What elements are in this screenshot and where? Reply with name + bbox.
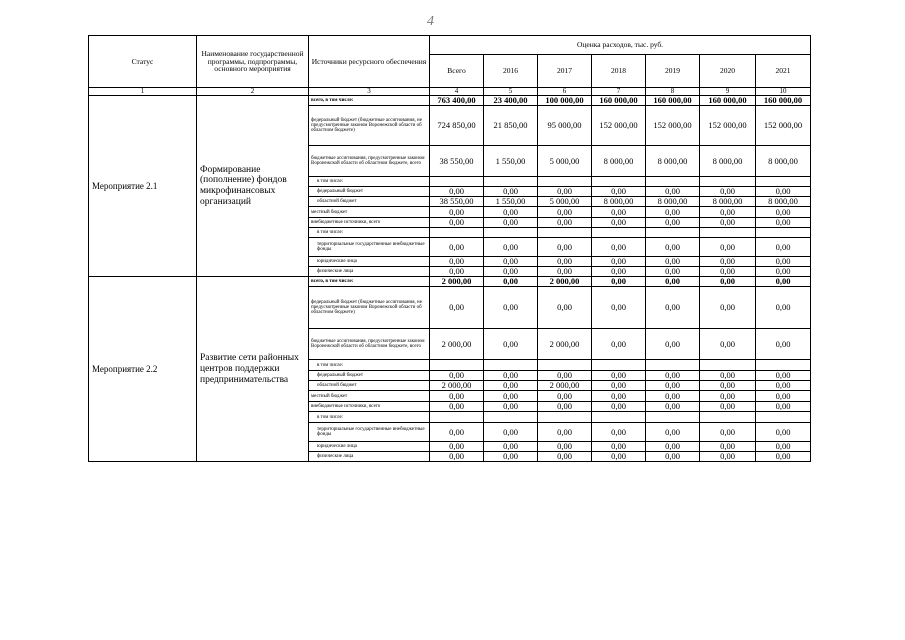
year-value-cell: 0,00 bbox=[592, 287, 646, 329]
funding-source-cell: местный бюджет bbox=[309, 391, 430, 402]
year-value-cell: 0,00 bbox=[538, 287, 592, 329]
year-value-cell bbox=[700, 228, 756, 238]
year-value-cell: 0,00 bbox=[646, 423, 700, 442]
year-value-cell: 8 000,00 bbox=[646, 197, 700, 207]
year-value-cell: 0,00 bbox=[756, 423, 811, 442]
year-value-cell: 0,00 bbox=[538, 257, 592, 267]
total-value-cell: 0,00 bbox=[430, 257, 484, 267]
year-value-cell: 0,00 bbox=[592, 381, 646, 391]
year-value-cell: 0,00 bbox=[756, 207, 811, 218]
year-value-cell: 8 000,00 bbox=[646, 146, 700, 177]
funding-source-cell: в том числе: bbox=[309, 177, 430, 187]
year-value-cell: 0,00 bbox=[592, 423, 646, 442]
year-value-cell bbox=[538, 177, 592, 187]
header-year: 2021 bbox=[756, 55, 811, 88]
year-value-cell: 0,00 bbox=[538, 442, 592, 452]
year-value-cell: 0,00 bbox=[646, 329, 700, 360]
year-value-cell: 0,00 bbox=[700, 287, 756, 329]
year-value-cell bbox=[592, 177, 646, 187]
column-number: 10 bbox=[756, 88, 811, 96]
year-value-cell: 0,00 bbox=[484, 371, 538, 381]
table-row bbox=[89, 277, 811, 287]
total-value-cell: 0,00 bbox=[430, 207, 484, 218]
year-value-cell: 0,00 bbox=[646, 267, 700, 277]
total-value-cell: 2 000,00 bbox=[430, 277, 484, 287]
year-value-cell bbox=[700, 360, 756, 371]
status-cell: Мероприятие 2.2 bbox=[89, 277, 197, 462]
year-value-cell: 152 000,00 bbox=[756, 106, 811, 146]
year-value-cell bbox=[756, 412, 811, 423]
year-value-cell: 0,00 bbox=[484, 452, 538, 462]
year-value-cell bbox=[484, 412, 538, 423]
funding-source-cell: федеральный бюджет bbox=[309, 371, 430, 381]
total-value-cell: 0,00 bbox=[430, 442, 484, 452]
funding-source-cell: внебюджетные источники, всего bbox=[309, 402, 430, 412]
year-value-cell: 0,00 bbox=[538, 218, 592, 228]
column-number: 9 bbox=[700, 88, 756, 96]
year-value-cell: 0,00 bbox=[646, 187, 700, 197]
funding-source-cell: областной бюджет bbox=[309, 381, 430, 391]
year-value-cell: 0,00 bbox=[484, 442, 538, 452]
total-value-cell bbox=[430, 412, 484, 423]
header-estimate: Оценка расходов, тыс. руб. bbox=[430, 36, 811, 55]
year-value-cell: 1 550,00 bbox=[484, 197, 538, 207]
year-value-cell: 0,00 bbox=[646, 381, 700, 391]
year-value-cell: 0,00 bbox=[700, 329, 756, 360]
total-value-cell: 0,00 bbox=[430, 423, 484, 442]
column-number: 1 bbox=[89, 88, 197, 96]
header-sources: Источники ресурсного обеспечения bbox=[309, 36, 430, 88]
year-value-cell: 0,00 bbox=[592, 402, 646, 412]
header-year: 2020 bbox=[700, 55, 756, 88]
year-value-cell: 0,00 bbox=[592, 452, 646, 462]
year-value-cell: 0,00 bbox=[700, 187, 756, 197]
total-value-cell bbox=[430, 360, 484, 371]
year-value-cell: 0,00 bbox=[756, 371, 811, 381]
header-name: Наименование государственной программы, подпрограммы, основного мероприятия bbox=[197, 36, 309, 88]
funding-source-cell: в том числе: bbox=[309, 228, 430, 238]
year-value-cell: 0,00 bbox=[538, 391, 592, 402]
year-value-cell: 0,00 bbox=[646, 277, 700, 287]
funding-source-cell: территориальные государственные внебюджетные фонды bbox=[309, 238, 430, 257]
funding-source-cell: территориальные государственные внебюджетные фонды bbox=[309, 423, 430, 442]
funding-source-cell: федеральный бюджет bbox=[309, 187, 430, 197]
total-value-cell: 2 000,00 bbox=[430, 329, 484, 360]
year-value-cell bbox=[646, 228, 700, 238]
funding-source-cell: внебюджетные источники, всего bbox=[309, 218, 430, 228]
year-value-cell bbox=[538, 412, 592, 423]
year-value-cell: 160 000,00 bbox=[592, 96, 646, 106]
status-cell: Мероприятие 2.1 bbox=[89, 96, 197, 277]
year-value-cell: 0,00 bbox=[756, 267, 811, 277]
year-value-cell: 0,00 bbox=[700, 423, 756, 442]
year-value-cell: 0,00 bbox=[592, 187, 646, 197]
year-value-cell: 0,00 bbox=[484, 287, 538, 329]
total-value-cell: 0,00 bbox=[430, 402, 484, 412]
column-number: 2 bbox=[197, 88, 309, 96]
year-value-cell bbox=[646, 360, 700, 371]
year-value-cell: 0,00 bbox=[484, 277, 538, 287]
year-value-cell: 0,00 bbox=[484, 187, 538, 197]
year-value-cell: 0,00 bbox=[756, 452, 811, 462]
year-value-cell: 0,00 bbox=[484, 329, 538, 360]
year-value-cell: 8 000,00 bbox=[700, 146, 756, 177]
header-status: Статус bbox=[89, 36, 197, 88]
year-value-cell: 0,00 bbox=[646, 391, 700, 402]
year-value-cell: 0,00 bbox=[484, 238, 538, 257]
year-value-cell: 0,00 bbox=[538, 238, 592, 257]
year-value-cell: 100 000,00 bbox=[538, 96, 592, 106]
year-value-cell: 5 000,00 bbox=[538, 146, 592, 177]
year-value-cell: 0,00 bbox=[484, 391, 538, 402]
total-value-cell: 2 000,00 bbox=[430, 381, 484, 391]
year-value-cell: 160 000,00 bbox=[646, 96, 700, 106]
funding-source-cell: юридические лица bbox=[309, 257, 430, 267]
year-value-cell: 0,00 bbox=[592, 218, 646, 228]
year-value-cell: 0,00 bbox=[700, 371, 756, 381]
year-value-cell: 8 000,00 bbox=[700, 197, 756, 207]
year-value-cell: 0,00 bbox=[538, 267, 592, 277]
header-total: Всего bbox=[430, 55, 484, 88]
year-value-cell: 2 000,00 bbox=[538, 381, 592, 391]
year-value-cell: 0,00 bbox=[646, 402, 700, 412]
year-value-cell: 0,00 bbox=[646, 442, 700, 452]
year-value-cell bbox=[592, 360, 646, 371]
year-value-cell: 0,00 bbox=[592, 267, 646, 277]
year-value-cell: 23 400,00 bbox=[484, 96, 538, 106]
funding-source-cell: в том числе: bbox=[309, 360, 430, 371]
total-value-cell bbox=[430, 177, 484, 187]
total-value-cell: 0,00 bbox=[430, 267, 484, 277]
funding-source-cell: областной бюджет bbox=[309, 197, 430, 207]
year-value-cell: 0,00 bbox=[538, 452, 592, 462]
funding-source-cell: всего, в том числе: bbox=[309, 96, 430, 106]
column-number-row bbox=[89, 88, 811, 96]
year-value-cell: 0,00 bbox=[592, 277, 646, 287]
year-value-cell bbox=[484, 228, 538, 238]
year-value-cell: 0,00 bbox=[592, 391, 646, 402]
year-value-cell: 0,00 bbox=[592, 329, 646, 360]
year-value-cell: 0,00 bbox=[756, 277, 811, 287]
funding-source-cell: юридические лица bbox=[309, 442, 430, 452]
header-year: 2017 bbox=[538, 55, 592, 88]
table-body bbox=[89, 96, 811, 462]
total-value-cell: 38 550,00 bbox=[430, 197, 484, 207]
year-value-cell: 0,00 bbox=[700, 257, 756, 267]
year-value-cell: 0,00 bbox=[700, 381, 756, 391]
funding-source-cell: федеральный бюджет (бюджетные ассигнования, не предусмотренные законом Воронежской области об областном бюджете) bbox=[309, 287, 430, 329]
year-value-cell bbox=[538, 360, 592, 371]
total-value-cell: 0,00 bbox=[430, 187, 484, 197]
year-value-cell: 8 000,00 bbox=[756, 146, 811, 177]
year-value-cell: 0,00 bbox=[756, 329, 811, 360]
year-value-cell: 0,00 bbox=[756, 287, 811, 329]
table-row bbox=[89, 96, 811, 106]
year-value-cell bbox=[700, 412, 756, 423]
column-number: 4 bbox=[430, 88, 484, 96]
total-value-cell: 0,00 bbox=[430, 218, 484, 228]
total-value-cell: 0,00 bbox=[430, 452, 484, 462]
year-value-cell: 0,00 bbox=[700, 442, 756, 452]
year-value-cell bbox=[700, 177, 756, 187]
year-value-cell: 0,00 bbox=[756, 238, 811, 257]
year-value-cell: 0,00 bbox=[646, 257, 700, 267]
funding-source-cell: физические лица bbox=[309, 267, 430, 277]
funding-source-cell: местный бюджет bbox=[309, 207, 430, 218]
year-value-cell: 0,00 bbox=[756, 187, 811, 197]
column-number: 7 bbox=[592, 88, 646, 96]
year-value-cell bbox=[756, 177, 811, 187]
total-value-cell bbox=[430, 228, 484, 238]
year-value-cell: 1 550,00 bbox=[484, 146, 538, 177]
year-value-cell: 0,00 bbox=[484, 207, 538, 218]
year-value-cell: 0,00 bbox=[646, 371, 700, 381]
year-value-cell: 0,00 bbox=[756, 391, 811, 402]
year-value-cell: 0,00 bbox=[484, 267, 538, 277]
year-value-cell: 0,00 bbox=[700, 267, 756, 277]
funding-source-cell: всего, в том числе: bbox=[309, 277, 430, 287]
year-value-cell: 0,00 bbox=[484, 423, 538, 442]
year-value-cell bbox=[484, 360, 538, 371]
year-value-cell: 0,00 bbox=[484, 402, 538, 412]
year-value-cell: 0,00 bbox=[700, 402, 756, 412]
year-value-cell bbox=[646, 177, 700, 187]
column-number: 8 bbox=[646, 88, 700, 96]
header-year: 2018 bbox=[592, 55, 646, 88]
year-value-cell: 0,00 bbox=[646, 218, 700, 228]
year-value-cell: 8 000,00 bbox=[592, 197, 646, 207]
year-value-cell: 0,00 bbox=[756, 442, 811, 452]
column-number: 5 bbox=[484, 88, 538, 96]
page-number: 4 bbox=[427, 14, 434, 29]
year-value-cell: 95 000,00 bbox=[538, 106, 592, 146]
year-value-cell: 2 000,00 bbox=[538, 277, 592, 287]
year-value-cell: 0,00 bbox=[700, 277, 756, 287]
total-value-cell: 724 850,00 bbox=[430, 106, 484, 146]
year-value-cell: 8 000,00 bbox=[592, 146, 646, 177]
year-value-cell: 0,00 bbox=[756, 381, 811, 391]
year-value-cell: 2 000,00 bbox=[538, 329, 592, 360]
year-value-cell: 0,00 bbox=[484, 381, 538, 391]
year-value-cell: 0,00 bbox=[538, 187, 592, 197]
year-value-cell bbox=[756, 228, 811, 238]
year-value-cell: 21 850,00 bbox=[484, 106, 538, 146]
funding-source-cell: бюджетные ассигнования, предусмотренные законом Воронежской области об областном бюджете, всего bbox=[309, 146, 430, 177]
year-value-cell: 152 000,00 bbox=[646, 106, 700, 146]
year-value-cell: 5 000,00 bbox=[538, 197, 592, 207]
column-number: 3 bbox=[309, 88, 430, 96]
total-value-cell: 0,00 bbox=[430, 238, 484, 257]
year-value-cell: 0,00 bbox=[700, 238, 756, 257]
year-value-cell: 0,00 bbox=[700, 391, 756, 402]
year-value-cell: 0,00 bbox=[538, 402, 592, 412]
year-value-cell: 0,00 bbox=[646, 452, 700, 462]
year-value-cell: 0,00 bbox=[592, 238, 646, 257]
year-value-cell: 0,00 bbox=[592, 442, 646, 452]
total-value-cell: 0,00 bbox=[430, 391, 484, 402]
year-value-cell: 0,00 bbox=[646, 287, 700, 329]
year-value-cell: 0,00 bbox=[538, 207, 592, 218]
year-value-cell: 0,00 bbox=[592, 257, 646, 267]
funding-source-cell: в том числе: bbox=[309, 412, 430, 423]
total-value-cell: 763 400,00 bbox=[430, 96, 484, 106]
year-value-cell: 0,00 bbox=[538, 371, 592, 381]
total-value-cell: 0,00 bbox=[430, 371, 484, 381]
funding-source-cell: физические лица bbox=[309, 452, 430, 462]
year-value-cell: 0,00 bbox=[484, 218, 538, 228]
funding-source-cell: бюджетные ассигнования, предусмотренные законом Воронежской области об областном бюджете, всего bbox=[309, 329, 430, 360]
total-value-cell: 0,00 bbox=[430, 287, 484, 329]
year-value-cell bbox=[646, 412, 700, 423]
year-value-cell: 152 000,00 bbox=[700, 106, 756, 146]
year-value-cell: 0,00 bbox=[700, 207, 756, 218]
year-value-cell bbox=[592, 228, 646, 238]
year-value-cell: 0,00 bbox=[592, 207, 646, 218]
funding-source-cell: федеральный бюджет (бюджетные ассигнования, не предусмотренные законом Воронежской области об областном бюджете) bbox=[309, 106, 430, 146]
budget-table bbox=[88, 35, 811, 462]
header-year: 2016 bbox=[484, 55, 538, 88]
year-value-cell: 0,00 bbox=[756, 257, 811, 267]
year-value-cell: 160 000,00 bbox=[700, 96, 756, 106]
year-value-cell: 160 000,00 bbox=[756, 96, 811, 106]
header-year: 2019 bbox=[646, 55, 700, 88]
year-value-cell: 152 000,00 bbox=[592, 106, 646, 146]
activity-name-cell: Развитие сети районных центров поддержки предпринимательства bbox=[197, 277, 309, 462]
year-value-cell bbox=[592, 412, 646, 423]
year-value-cell: 0,00 bbox=[756, 218, 811, 228]
year-value-cell: 0,00 bbox=[646, 207, 700, 218]
activity-name-cell: Формирование (пополнение) фондов микрофинансовых организаций bbox=[197, 96, 309, 277]
column-number: 6 bbox=[538, 88, 592, 96]
year-value-cell: 0,00 bbox=[646, 238, 700, 257]
year-value-cell: 0,00 bbox=[700, 218, 756, 228]
year-value-cell bbox=[756, 360, 811, 371]
year-value-cell: 0,00 bbox=[592, 371, 646, 381]
year-value-cell bbox=[484, 177, 538, 187]
year-value-cell: 0,00 bbox=[756, 402, 811, 412]
year-value-cell: 0,00 bbox=[538, 423, 592, 442]
year-value-cell: 8 000,00 bbox=[756, 197, 811, 207]
year-value-cell: 0,00 bbox=[700, 452, 756, 462]
year-value-cell: 0,00 bbox=[484, 257, 538, 267]
total-value-cell: 38 550,00 bbox=[430, 146, 484, 177]
year-value-cell bbox=[538, 228, 592, 238]
